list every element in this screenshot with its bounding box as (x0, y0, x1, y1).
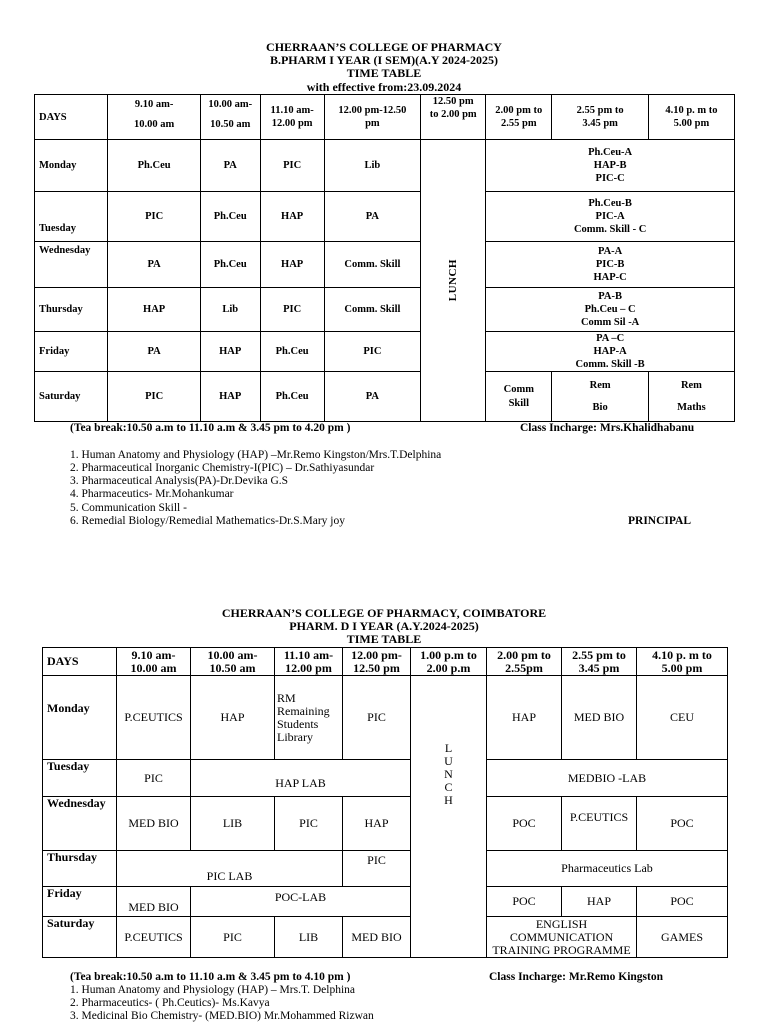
cell: GAMES (637, 917, 728, 958)
cell: Ph.Ceu (200, 242, 260, 288)
table-row (43, 887, 728, 917)
class-incharge-2: Class Incharge: Mr.Remo Kingston (489, 971, 663, 983)
college-name-2: CHERRAAN’S COLLEGE OF PHARMACY, COIMBATORE (221, 606, 547, 620)
cell: Lib (324, 140, 421, 192)
cell: PA (324, 372, 421, 422)
cell: MED BIO (117, 887, 191, 917)
timetable-title-2: TIME TABLE (346, 632, 422, 646)
afternoon-batches: Ph.Ceu-B PIC-A Comm. Skill - C (486, 192, 735, 242)
header-row (35, 95, 735, 140)
timetable-title-1: TIME TABLE (346, 66, 422, 80)
course-title-2: PHARM. D I YEAR (A.Y.2024-2025) (289, 619, 479, 633)
period-6-header: 2.55 pm to 3.45 pm (562, 648, 637, 676)
day-friday: Friday (35, 332, 108, 372)
cell: Lib (200, 288, 260, 332)
cell: PIC (260, 140, 324, 192)
cell: ENGLISH COMMUNICATION TRAINING PROGRAMME (487, 917, 637, 958)
cell: PIC (108, 192, 200, 242)
table-row (43, 851, 728, 887)
period-5-header: 2.00 pm to 2.55 pm (486, 95, 552, 140)
day-thursday: Thursday (35, 288, 108, 332)
cell: Ph.Ceu (108, 140, 200, 192)
legend-item: 3. Pharmaceutical Analysis(PA)-Dr.Devika G.S (70, 475, 289, 487)
table-row (43, 917, 728, 958)
period-7-header: 4.10 p. m to 5.00 pm (637, 648, 728, 676)
lunch-cell: LUNCH (421, 140, 486, 422)
cell: MED BIO (117, 797, 191, 851)
cell: Comm. Skill (324, 242, 421, 288)
day-tuesday: Tuesday (43, 760, 117, 797)
pharmd-timetable (42, 647, 728, 958)
cell: P.CEUTICS (117, 917, 191, 958)
table-row (35, 192, 735, 242)
cell: P.CEUTICS (117, 676, 191, 760)
table-row (35, 288, 735, 332)
period-3-header: 11.10 am- 12.00 pm (260, 95, 324, 140)
period-7-header: 4.10 p. m to 5.00 pm (648, 95, 734, 140)
legend-item: 5. Communication Skill - (70, 502, 187, 514)
period-6-header: 2.55 pm to 3.45 pm (552, 95, 649, 140)
cell: POC (637, 887, 728, 917)
cell: PIC (275, 797, 343, 851)
table-row (35, 332, 735, 372)
day-wednesday: Wednesday (43, 797, 117, 851)
legend-item: 2. Pharmaceutics- ( Ph.Ceutics)- Ms.Kavya (70, 997, 270, 1009)
legend-item: 1. Human Anatomy and Physiology (HAP) – Mrs.T. Delphina (70, 984, 356, 996)
cell: Rem Maths (648, 372, 734, 422)
cell: HAP (487, 676, 562, 760)
period-5-header: 2.00 pm to 2.55pm (487, 648, 562, 676)
period-2-header: 10.00 am- 10.50 am (200, 95, 260, 140)
effective-date: with effective from:23.09.2024 (306, 80, 462, 94)
college-name-1: CHERRAAN’S COLLEGE OF PHARMACY (266, 40, 502, 54)
cell: HAP (343, 797, 411, 851)
legend-item: 4. Pharmaceutics- Mr.Mohankumar (70, 488, 234, 500)
cell: Pharmaceutics Lab (487, 851, 728, 887)
period-1-header: 9.10 am- 10.00 am (108, 95, 200, 140)
table-row (35, 242, 735, 288)
cell: POC (637, 797, 728, 851)
cell: RM Remaining Students Library (275, 676, 343, 760)
cell: HAP (200, 372, 260, 422)
legend-item: 1. Human Anatomy and Physiology (HAP) –Mr.Remo Kingston/Mrs.T.Delphina (70, 449, 442, 461)
cell: Comm Skill (486, 372, 552, 422)
cell: PIC LAB (117, 851, 343, 887)
cell: POC (487, 797, 562, 851)
cell: CEU (637, 676, 728, 760)
cell: HAP (191, 676, 275, 760)
cell: MED BIO (343, 917, 411, 958)
period-2-header: 10.00 am- 10.50 am (191, 648, 275, 676)
day-saturday: Saturday (35, 372, 108, 422)
day-thursday: Thursday (43, 851, 117, 887)
cell: Ph.Ceu (200, 192, 260, 242)
cell: Comm. Skill (324, 288, 421, 332)
period-4-header: 12.00 pm-12.50 pm (324, 95, 421, 140)
cell: PIC (260, 288, 324, 332)
table-row (43, 760, 728, 797)
afternoon-batches: PA-A PIC-B HAP-C (486, 242, 735, 288)
cell: PA (108, 332, 200, 372)
cell: PA (108, 242, 200, 288)
bpharm-timetable (34, 94, 735, 422)
legend-item: 3. Medicinal Bio Chemistry- (MED.BIO) Mr.Mohammed Rizwan (70, 1010, 374, 1022)
principal-signature-label: PRINCIPAL (628, 515, 692, 527)
table-row (43, 676, 728, 760)
afternoon-batches: Ph.Ceu-A HAP-B PIC-C (486, 140, 735, 192)
table-row (35, 372, 735, 422)
cell: HAP (562, 887, 637, 917)
day-monday: Monday (35, 140, 108, 192)
class-incharge-1: Class Incharge: Mrs.Khalidhabanu (520, 422, 695, 434)
cell: PIC (108, 372, 200, 422)
cell: MED BIO (562, 676, 637, 760)
cell: PA (200, 140, 260, 192)
cell: HAP LAB (191, 760, 411, 797)
days-header: DAYS (43, 648, 117, 676)
legend-item: 6. Remedial Biology/Remedial Mathematics-Dr.S.Mary joy (70, 515, 345, 527)
legend-item: 2. Pharmaceutical Inorganic Chemistry-I(PIC) – Dr.Sathiyasundar (70, 462, 375, 474)
table-row (43, 797, 728, 851)
cell: POC (487, 887, 562, 917)
cell: HAP (260, 242, 324, 288)
day-tuesday: Tuesday (35, 192, 108, 242)
cell: PIC (191, 917, 275, 958)
cell: HAP (200, 332, 260, 372)
cell: POC-LAB (191, 887, 411, 917)
tea-break-note-1: (Tea break:10.50 a.m to 11.10 a.m & 3.45 pm to 4.20 pm ) (70, 422, 351, 434)
tea-break-note-2: (Tea break:10.50 a.m to 11.10 a.m & 3.45 pm to 4.10 pm ) (70, 971, 351, 983)
day-wednesday: Wednesday (35, 242, 108, 288)
afternoon-batches: PA-B Ph.Ceu – C Comm Sil -A (486, 288, 735, 332)
lunch-header: 1.00 p.m to 2.00 p.m (411, 648, 487, 676)
lunch-header: 12.50 pm to 2.00 pm (421, 95, 486, 140)
day-friday: Friday (43, 887, 117, 917)
day-saturday: Saturday (43, 917, 117, 958)
days-header: DAYS (35, 95, 108, 140)
course-title-1: B.PHARM I YEAR (I SEM)(A.Y 2024-2025) (269, 53, 499, 67)
day-monday: Monday (43, 676, 117, 760)
cell: Ph.Ceu (260, 372, 324, 422)
period-3-header: 11.10 am- 12.00 pm (275, 648, 343, 676)
cell: LIB (275, 917, 343, 958)
cell: Rem Bio (552, 372, 649, 422)
cell: LIB (191, 797, 275, 851)
cell: PIC (324, 332, 421, 372)
cell: HAP (260, 192, 324, 242)
cell: PA (324, 192, 421, 242)
cell: Ph.Ceu (260, 332, 324, 372)
cell: PIC (343, 851, 411, 887)
cell: PIC (343, 676, 411, 760)
period-1-header: 9.10 am- 10.00 am (117, 648, 191, 676)
period-4-header: 12.00 pm- 12.50 pm (343, 648, 411, 676)
cell: HAP (108, 288, 200, 332)
lunch-cell: L U N C H (411, 676, 487, 958)
table-row (35, 140, 735, 192)
cell: P.CEUTICS (562, 797, 637, 851)
cell: MEDBIO -LAB (487, 760, 728, 797)
afternoon-batches: PA –C HAP-A Comm. Skill -B (486, 332, 735, 372)
header-row (43, 648, 728, 676)
cell: PIC (117, 760, 191, 797)
